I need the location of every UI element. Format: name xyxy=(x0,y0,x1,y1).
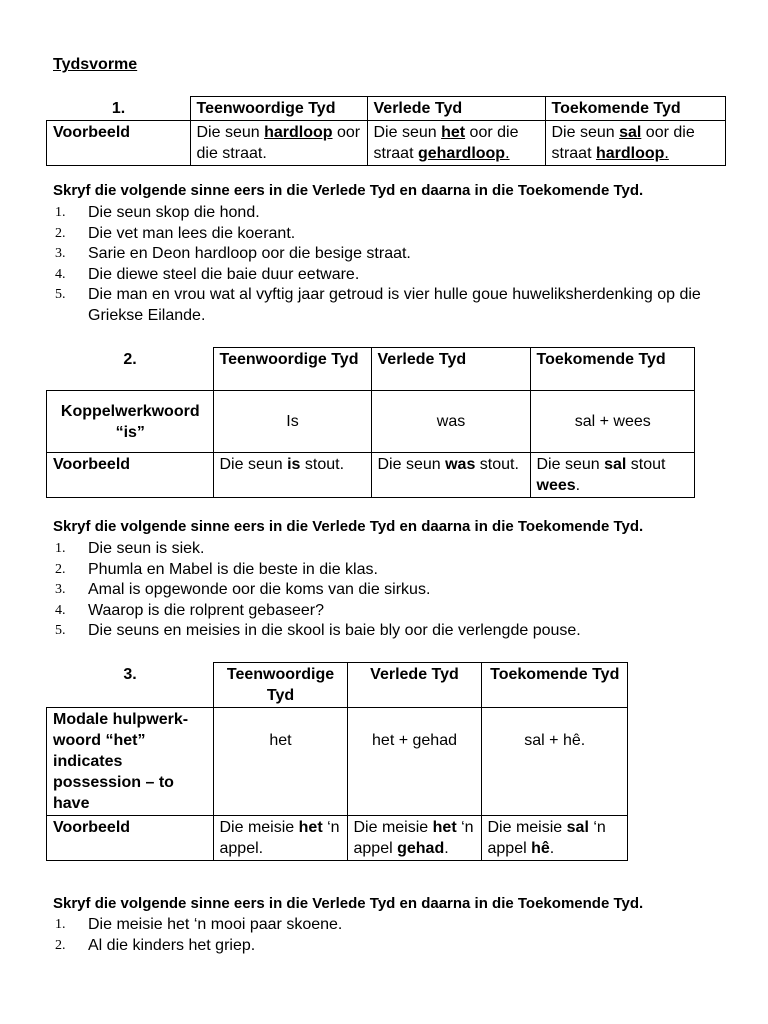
page-title: Tydsvorme xyxy=(53,56,138,73)
list-item: 3. Amal is opgewonde oor die koms van die sirkus. xyxy=(55,581,431,598)
form-future: sal + wees xyxy=(530,391,695,453)
header-future: Toekomende Tyd xyxy=(530,348,695,391)
example-past: Die seun was stout. xyxy=(371,453,530,498)
list-item: 1. Die meisie het ‘n mooi paar skoene. xyxy=(55,916,343,933)
instruction: Skryf die volgende sinne eers in die Verlede Tyd en daarna in die Toekomende Tyd. xyxy=(53,895,644,912)
list-item: 2. Al die kinders het griep. xyxy=(55,936,256,954)
list-item: 3. Sarie en Deon hardloop oor die besige straat. xyxy=(55,245,411,262)
header-present: Teenwoordige Tyd xyxy=(213,348,371,391)
tense-table-2 xyxy=(46,347,695,498)
sentence-list-1 xyxy=(53,203,733,326)
list-item: 1. Die seun is siek. xyxy=(55,540,205,557)
form-present: het xyxy=(213,708,347,816)
row-label: Modale hulpwerk-woord “het” indicates possession – to have xyxy=(47,708,214,816)
list-item: 1. Die seun skop die hond. xyxy=(55,204,260,221)
instruction: Skryf die volgende sinne eers in die Verlede Tyd en daarna in die Toekomende Tyd. xyxy=(53,182,644,199)
example-past: Die seun het oor die straat gehardloop. xyxy=(367,121,545,166)
header-present: Teenwoordige Tyd xyxy=(190,97,367,121)
list-item: 2. Die vet man lees die koerant. xyxy=(55,224,296,242)
row-label: Koppelwerkwoord “is” xyxy=(47,391,214,453)
example-present: Die seun hardloop oor die straat. xyxy=(190,121,367,166)
header-present: Teenwoordige Tyd xyxy=(213,663,347,708)
instruction: Skryf die volgende sinne eers in die Verlede Tyd en daarna in die Toekomende Tyd. xyxy=(53,518,644,535)
form-past: het + gehad xyxy=(347,708,481,816)
example-present: Die seun is stout. xyxy=(213,453,371,498)
example-future: Die seun sal oor die straat hardloop. xyxy=(545,121,726,166)
header-future: Toekomende Tyd xyxy=(545,97,726,121)
header-past: Verlede Tyd xyxy=(367,97,545,121)
header-past: Verlede Tyd xyxy=(371,348,530,391)
tense-table-1 xyxy=(46,96,726,166)
section-number: 2. xyxy=(123,350,137,368)
row-label: Voorbeeld xyxy=(47,121,191,166)
list-item: 2. Phumla en Mabel is die beste in die klas. xyxy=(55,560,378,578)
sentence-list-3 xyxy=(53,915,733,956)
list-item: 5. Die seuns en meisies in die skool is baie bly oor die verlengde pouse. xyxy=(55,622,581,639)
header-future: Toekomende Tyd xyxy=(481,663,628,708)
section-number: 3. xyxy=(123,665,137,683)
list-item: 4. Waarop is die rolprent gebaseer? xyxy=(55,601,324,619)
example-future: Die seun sal stout wees. xyxy=(530,453,695,498)
form-present: Is xyxy=(213,391,371,453)
section-number: 1. xyxy=(111,99,126,117)
list-item: 5. Die man en vrou wat al vyftig jaar getroud is vier hulle goue huweliksherdenking op die Griekse Eilande. xyxy=(55,286,701,324)
example-past: Die meisie het ‘n appel gehad. xyxy=(347,816,481,861)
header-past: Verlede Tyd xyxy=(347,663,481,708)
sentence-list-2 xyxy=(53,539,733,642)
row-label: Voorbeeld xyxy=(47,453,214,498)
form-past: was xyxy=(371,391,530,453)
example-future: Die meisie sal ‘n appel hê. xyxy=(481,816,628,861)
list-item: 4. Die diewe steel die baie duur eetware. xyxy=(55,265,360,283)
example-present: Die meisie het ‘n appel. xyxy=(213,816,347,861)
row-label: Voorbeeld xyxy=(47,816,214,861)
tense-table-3 xyxy=(46,662,628,861)
form-future: sal + hê. xyxy=(481,708,628,816)
